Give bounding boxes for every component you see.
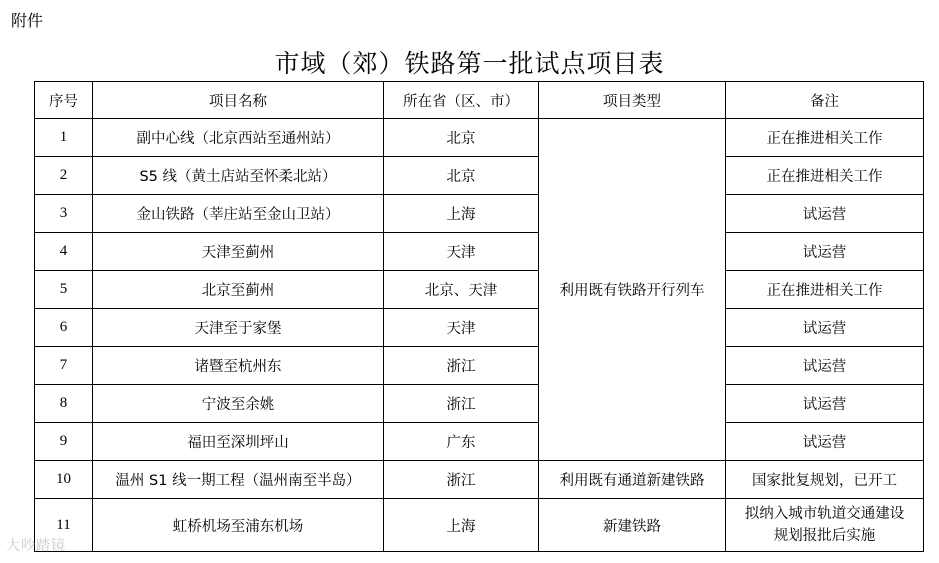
header-note: 备注 bbox=[726, 82, 924, 119]
cell-note: 试运营 bbox=[726, 385, 924, 423]
cell-note: 正在推进相关工作 bbox=[726, 271, 924, 309]
cell-name: 天津至蓟州 bbox=[93, 233, 384, 271]
table-row bbox=[35, 157, 924, 195]
cell-province: 浙江 bbox=[384, 461, 539, 499]
cell-note: 正在推进相关工作 bbox=[726, 119, 924, 157]
cell-note: 试运营 bbox=[726, 195, 924, 233]
cell-no: 2 bbox=[35, 157, 93, 195]
cell-name: 温州 S1 线一期工程（温州南至半岛） bbox=[93, 461, 384, 499]
cell-type-merged: 利用既有铁路开行列车 bbox=[539, 119, 726, 461]
table-row bbox=[35, 347, 924, 385]
table-row bbox=[35, 271, 924, 309]
cell-type: 新建铁路 bbox=[539, 499, 726, 552]
cell-province: 浙江 bbox=[384, 347, 539, 385]
cell-no: 3 bbox=[35, 195, 93, 233]
cell-name: 副中心线（北京西站至通州站） bbox=[93, 119, 384, 157]
note-line: 规划报批后实施 bbox=[773, 528, 876, 544]
cell-province: 北京 bbox=[384, 157, 539, 195]
table-row bbox=[35, 385, 924, 423]
cell-name: 北京至蓟州 bbox=[93, 271, 384, 309]
cell-note: 试运营 bbox=[726, 347, 924, 385]
table-row bbox=[35, 461, 924, 499]
note-line: 拟纳入城市轨道交通建设 bbox=[744, 506, 905, 522]
table-row bbox=[35, 195, 924, 233]
cell-no: 8 bbox=[35, 385, 93, 423]
table-row bbox=[35, 423, 924, 461]
watermark-text: 大吵踏镜 bbox=[6, 538, 66, 554]
header-type: 项目类型 bbox=[539, 82, 726, 119]
cell-province: 天津 bbox=[384, 233, 539, 271]
cell-province: 北京 bbox=[384, 119, 539, 157]
cell-name: 福田至深圳坪山 bbox=[93, 423, 384, 461]
table-row bbox=[35, 309, 924, 347]
cell-province: 广东 bbox=[384, 423, 539, 461]
cell-name: S5 线（黄土店站至怀柔北站） bbox=[93, 157, 384, 195]
attachment-label: 附件 bbox=[11, 11, 44, 30]
cell-province: 上海 bbox=[384, 195, 539, 233]
cell-note: 国家批复规划，已开工 bbox=[726, 461, 924, 499]
page-title: 市域（郊）铁路第一批试点项目表 bbox=[274, 49, 665, 78]
cell-name: 金山铁路（莘庄站至金山卫站） bbox=[93, 195, 384, 233]
cell-no: 10 bbox=[35, 461, 93, 499]
cell-type: 利用既有通道新建铁路 bbox=[539, 461, 726, 499]
cell-no: 5 bbox=[35, 271, 93, 309]
cell-note: 试运营 bbox=[726, 423, 924, 461]
cell-note bbox=[726, 499, 924, 552]
cell-name: 虹桥机场至浦东机场 bbox=[93, 499, 384, 552]
cell-note: 试运营 bbox=[726, 309, 924, 347]
table-row bbox=[35, 119, 924, 157]
cell-no: 1 bbox=[35, 119, 93, 157]
cell-province: 上海 bbox=[384, 499, 539, 552]
cell-no: 11 bbox=[35, 499, 93, 552]
header-name: 项目名称 bbox=[93, 82, 384, 119]
cell-province: 浙江 bbox=[384, 385, 539, 423]
cell-name: 诸暨至杭州东 bbox=[93, 347, 384, 385]
table-row bbox=[35, 499, 924, 552]
cell-no: 6 bbox=[35, 309, 93, 347]
cell-province: 天津 bbox=[384, 309, 539, 347]
cell-note: 试运营 bbox=[726, 233, 924, 271]
table-header-row bbox=[35, 82, 924, 119]
cell-no: 7 bbox=[35, 347, 93, 385]
cell-no: 4 bbox=[35, 233, 93, 271]
pilot-project-table bbox=[34, 81, 924, 552]
header-province: 所在省（区、市） bbox=[384, 82, 539, 119]
header-no: 序号 bbox=[35, 82, 93, 119]
cell-province: 北京、天津 bbox=[384, 271, 539, 309]
cell-name: 天津至于家堡 bbox=[93, 309, 384, 347]
cell-name: 宁波至余姚 bbox=[93, 385, 384, 423]
cell-note: 正在推进相关工作 bbox=[726, 157, 924, 195]
cell-no: 9 bbox=[35, 423, 93, 461]
table-row bbox=[35, 233, 924, 271]
